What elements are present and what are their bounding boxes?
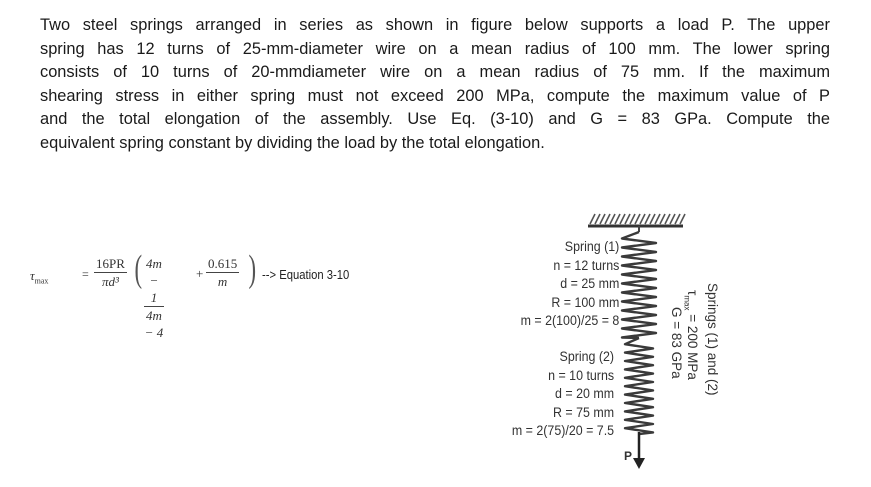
spring1-radius: R = 100 mm	[551, 294, 619, 310]
spring2-turns: n = 10 turns	[548, 367, 614, 383]
load-arrow	[633, 432, 645, 469]
eq-lhs: $\tau_{max}$	[30, 268, 49, 286]
load-label: P	[624, 449, 633, 463]
spring1-title: Spring (1)	[564, 239, 619, 254]
eq-fraction-2: $\frac{4m - 1}{4m - 4}$	[144, 256, 164, 340]
problem-line: consists of 10 turns of 20-mmdiameter wire on a mean radius of 75 mm. If the maximum	[40, 63, 830, 82]
eq-paren-open: (	[134, 248, 143, 290]
springs-note: Springs (1) and (2)	[705, 283, 720, 396]
spring2-coil	[625, 338, 653, 434]
equation-label: --> Equation 3-10	[262, 268, 350, 282]
shear-modulus-note: G = 83 GPa	[669, 307, 684, 379]
eq-paren-close: )	[248, 248, 257, 290]
spring1-diameter: d = 25 mm	[559, 276, 619, 291]
spring2-diameter: d = 20 mm	[554, 386, 614, 401]
spring2-index: m = 2(75)/20 = 7.5	[511, 423, 614, 438]
spring1-coil	[622, 232, 656, 338]
problem-line: spring has 12 turns of 25-mm-diameter wire on a mean radius of 100 mm. The lower spring	[40, 39, 830, 58]
eq-fraction-3: $\frac{0.615}{m}$	[208, 256, 238, 289]
spring2-title: Spring (2)	[559, 349, 614, 364]
eq-equals: =	[82, 267, 89, 281]
ceiling-support	[588, 214, 685, 226]
eq-plus: +	[196, 266, 204, 281]
problem-line: Two steel springs arranged in series as shown in figure below supports a load P. The upper	[40, 16, 830, 34]
problem-line: shearing stress in either spring must not exceed 200 MPa, compute the maximum value of P	[40, 86, 830, 105]
problem-line: and the total elongation of the assembly. Use Eq. (3-10) and G = 83 GPa. Compute the	[40, 110, 830, 129]
spring1-index: m = 2(100)/25 = 8	[520, 313, 619, 328]
max-shear-note: $\tau_{max} = 200$ MPa	[682, 290, 700, 380]
problem-line: equivalent spring constant by dividing the load by the total elongation.	[40, 133, 545, 152]
spring2-radius: R = 75 mm	[552, 404, 614, 420]
eq-fraction-1: $\frac{16PR}{\text{πd³}}$	[96, 256, 125, 289]
spring1-turns: n = 12 turns	[553, 257, 619, 273]
